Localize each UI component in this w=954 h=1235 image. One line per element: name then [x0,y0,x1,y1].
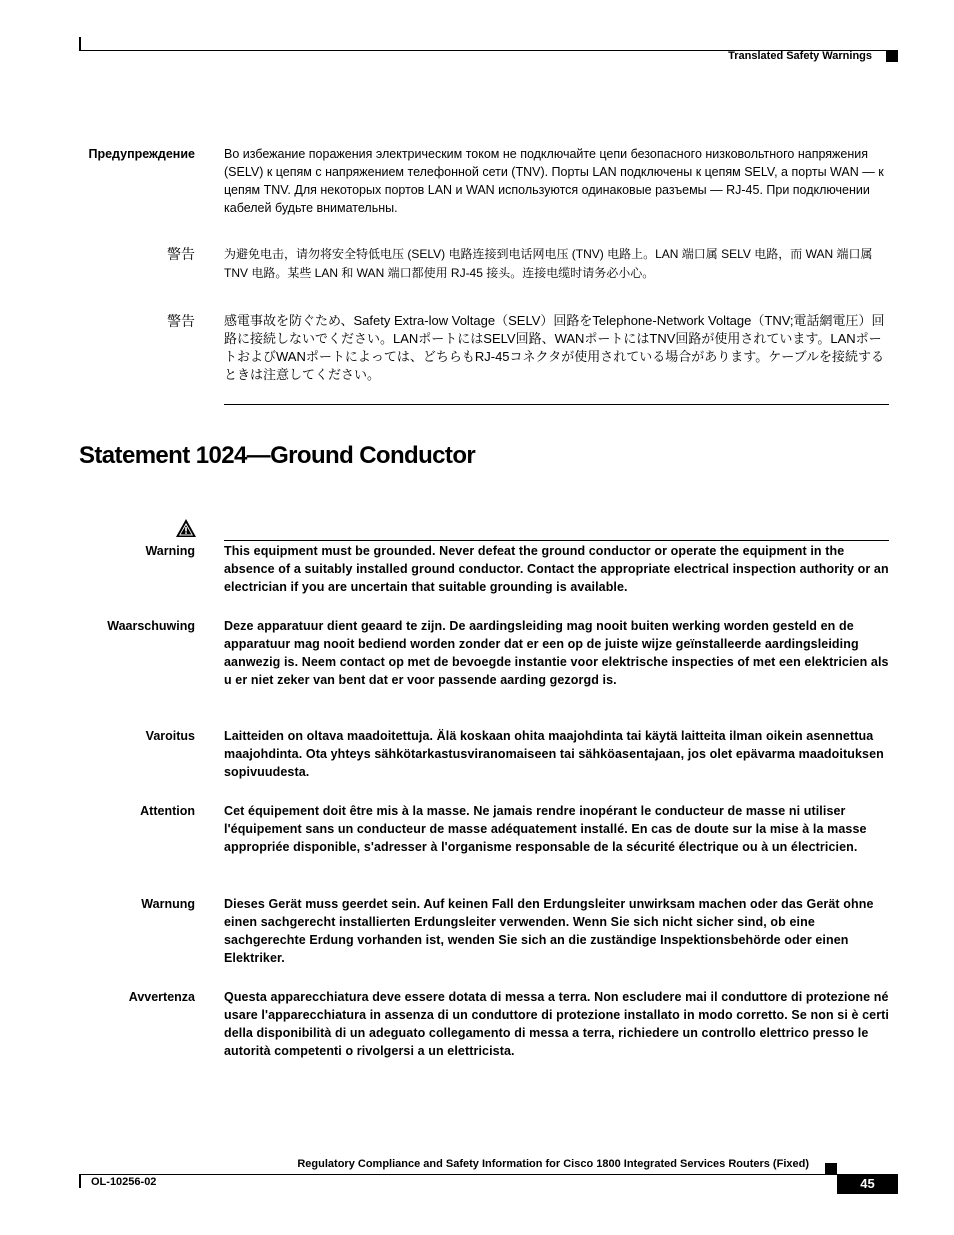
warning-triangle-icon [175,518,197,538]
warning-text-english: This equipment must be grounded. Never defeat the ground conductor or operate the equipment in the absence of a suitably installed ground conductor. Contact the appropriate electrical inspection authority or an electrician if you are uncertain that suitable grounding is available. [224,544,889,594]
warning-label-italian: Avvertenza [128,990,195,1004]
warning-label-dutch: Waarschuwing [107,619,195,633]
warning-label-finnish: Varoitus [145,729,195,743]
warning-text-italian: Questa apparecchiatura deve essere dotata di messa a terra. Non escludere mai il conduttore di protezione né usare l'apparecchiatura in assenza di un conduttore di protezione installato in modo corretto. Se non si è certi della disponibilità di un adeguato collegamento di messa a terra, richiedere un controllo elettrico presso le autorità competenti o rivolgersi a un elettricista. [224,990,889,1058]
warning-label-russian: Предупреждение [88,147,195,161]
footer-rule [79,1174,837,1175]
warning-text-dutch: Deze apparatuur dient geaard te zijn. De aardingsleiding mag nooit buiten werking worden gesteld en de apparatuur mag nooit bediend worden zonder dat er een op de juiste wijze geïnstalleerde aardingsleiding aanwezig is. Neem contact op met de bevoegde instantie voor elektrische inspecties of met een elektricien als u er niet zeker van bent dat er voor passende aarding gezorgd is. [224,619,889,687]
warning-label-german: Warnung [141,897,195,911]
header-marker-box [886,50,898,62]
footer-corner-mark [79,1174,81,1188]
warning-label-japanese: 警告 [167,313,195,329]
warning-text-french: Cet équipement doit être mis à la masse. Ne jamais rendre inopérant le conducteur de masse ni utiliser l'équipement sans un conducteur de masse adéquatement installé. En cas de doute sur la mise à la masse appropriée disponible, s'adresser à l'organisme responsable de la sécurité électrique ou à un électricien. [224,804,867,854]
footer-title: Regulatory Compliance and Safety Information for Cisco 1800 Integrated Services Routers (Fixed) [297,1158,809,1170]
warning-text-japanese: 感電事故を防ぐため、Safety Extra-low Voltage（SELV）回路をTelephone-Network Voltage（TNV;電話網電圧）回路に接続しないでください。LANポートにはSELV回路、WANポートにはTNV回路が使用されています。LANポートおよびWANポートによっては、どちらもRJ-45コネクタが使用されている場合があります。ケーブルを接続するときは注意してください。 [224,313,885,382]
section-end-rule [224,404,889,405]
footer-page-number: 45 [837,1174,898,1194]
header-title: Translated Safety Warnings [728,50,872,62]
warning-label-english: Warning [145,544,195,558]
statement-heading: Statement 1024—Ground Conductor [79,442,476,469]
header-corner-mark [79,37,81,51]
warning-top-rule [224,540,889,541]
warning-text-finnish: Laitteiden on oltava maadoitettuja. Älä koskaan ohita maajohdinta tai käytä laitteita ilman oikein asennettua maajohdinta. Ota yhteys sähkötarkastusviranomaiseen tai sähköasentajaan, jos olet epävarma maadoituksen sopivuudesta. [224,729,884,779]
warning-text-german: Dieses Gerät muss geerdet sein. Auf keinen Fall den Erdungsleiter unwirksam machen oder das Gerät ohne einen sachgerecht installierten Erdungsleiter verwenden. Wenn Sie sich nicht sicher sind, ob eine sachgerechte Erdung vorhanden ist, wenden Sie sich an die zuständige Inspektionsbehörde oder einen Elektriker. [224,897,874,965]
warning-label-french: Attention [140,804,195,818]
warning-label-chinese: 警告 [167,246,195,262]
footer-doc-number: OL-10256-02 [91,1176,157,1188]
warning-text-chinese: 为避免电击，请勿将安全特低电压 (SELV) 电路连接到电话网电压 (TNV) 电路上。LAN 端口属 SELV 电路，而 WAN 端口属 TNV 电路。某些 LAN 和 WAN 端口都使用 RJ-45 接头。连接电缆时请务必小心。 [224,247,873,280]
warning-text-russian: Во избежание поражения электрическим током не подключайте цепи безопасного низковольтного напряжения (SELV) к цепям с напряжением телефонной сети (TNV). Порты LAN подключены к цепям SELV, а порты WAN — к цепям TNV. Для некоторых портов LAN и WAN используются одинаковые разъемы — RJ-45. При подключении кабелей будьте внимательны. [224,147,884,215]
